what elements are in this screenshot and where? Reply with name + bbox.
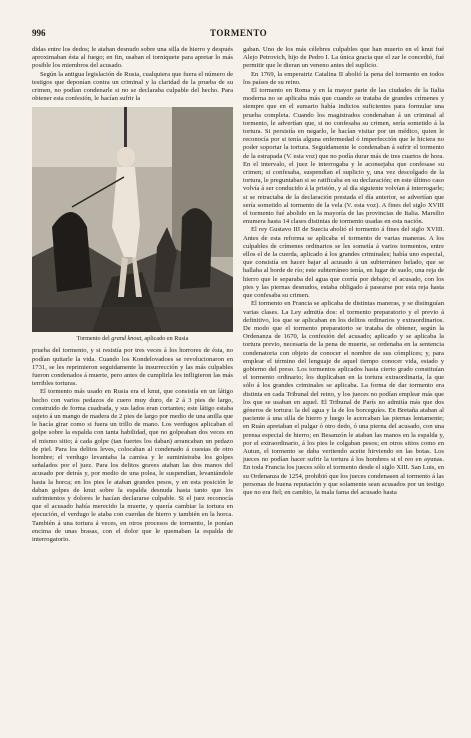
running-head: TORMENTO xyxy=(210,28,268,38)
paragraph: Según la antigua legislación de Rusia, cualquiera que fuera el número de testigos que deponían contra un criminal y la claridad de la prueba de su crimen, no podían condenarle si no se declaraba culpable del hecho. Para obtener esta confesión, le hacían sufrir la xyxy=(32,70,233,103)
caption-emphasis: grand knout, xyxy=(111,335,143,343)
torture-engraving-image xyxy=(32,107,233,332)
right-column xyxy=(243,46,444,544)
page-number: 996 xyxy=(32,28,46,38)
caption-suffix: aplicado en Rusia xyxy=(144,335,189,343)
left-column xyxy=(32,46,233,544)
caption-prefix: Tormento del xyxy=(76,335,110,343)
paragraph: didas entre los dedos; le ataban desnudo sobre una silla de hierro y después aproximaban ésta al fuego; en fin, usaban el torniquete para apretar lo más posible los miembros del acusado. xyxy=(32,46,233,70)
paragraph: En 1769, la emperatriz Catalina II abolió la pena del tormento en todos los países de su reino. xyxy=(243,70,444,86)
paragraph: El tormento más usado en Rusia era el knut, que consistía en un látigo hecho con varios pedazos de cuero muy duro, de 2 á 3 pies de largo, construido de forma cuadrada, y sus lados eran cortantes; este látigo estaba sujeto á un mango de madera de 2 pies de largo por medio de una anilla que le hacía girar como si fuera un trillo de mano. Los verdugos aplicaban el golpe sobre la espalda con tanta habilidad, que no golpeaban dos veces en el mismo sitio; á cada golpe (tan fuertes los daban) arrancaban un pedazo de piel. Para los delitos leves, colocaban al condenado á cuestas de otro hombre; el verdugo levantaba la camisa y le suministraba los golpes señalados por el juez. Para los delitos graves ataban las dos manos del acusado por detrás y, por medio de una polea, le suspendían, levantándole hasta la horca; en los pies le ataban grandes pesos, y en esta posición le daban golpes de knut sobre la espalda desnuda hasta tanto que los sufrimientos y dolores le hacían declararse culpable. Si el juez reconocía que el acusado había merecido la muerte, y quería cambiar la tortura en ejecución, el verdugo le ataba con cuerdas de hierro y también en la horca. También á una tortura á veces, en otros procesos de tormento, le ponían encima de unas brasas, con el dolor que le quemaban la espalda de interrogatorio. xyxy=(32,388,233,544)
paragraph: gaban. Uno de los más célebres culpables que han muerto en el knut fué Alejo Petrovich, hijo de Pedro I. La única gracia que el zar le concedió, fué permitir que le dieran un veneno antes del suplicio. xyxy=(243,46,444,70)
page-header xyxy=(32,28,445,42)
two-column-body xyxy=(32,46,445,544)
paragraph: El tormento en Francia se aplicaba de distintas maneras, y se distinguían varias clases. La Ley admitía dos: el tormento preparatorio y el previo á definitivo, los que se aplicaban en los delitos ordinarios y extraordinarios. De modo que el tormento preparatorio se trataba de obtener, según la Ordenanza de 1670, la confesión del acusado; aplicado y se aplicaba la tortura previo, necesaria de la pena de muerte, se ordenaba en la sentencia condenatoria con objeto de conocer el nombre de sus cómplices; y, para emplear el término del lenguaje de aquel tiempo conocer vida, estado y gobierno del preso. Los tormentos aplicados hasta cierto grado constituían el tormento ordinario; los duplicaban en la tortura extraordinaria, la que sólo á los grandes criminales se aplicaba. La forma de dar tormento era distinta en cada Tribunal del reino, y los jueces no podían emplear más que los que se usaban en aquel. El Tribunal de París no admitía más que dos géneros de tortura: la del agua y la de los borceguíes. En Bretaña ataban al paciente á una silla de hierro y luego le acercaban las piernas lentamente; en Ruán apretaban el pulgar ó otro dedo, ó una pierna del acusado, con una prensa especial de hierro; en Besanzón le ataban las manos en la espalda y, por el extraordinario, á los pies le colgaban pesos; en otros sitios como en Autun, el tormento se daba vertiendo aceite hirviendo en las botas. Los jueces no podían hacer sufrir la tortura á los hombres si el reo en ayunas. En toda Francia los jueces sólo el tormento desde el siglo XIII. San Luis, en su Ordenanza de 1254, prohibió que los jueces condenasen al tormento á las personas de buena reputación y que solamente sean acusados por un testigo que no era fiel; en cambio, la mala fama del acusado hasta xyxy=(243,300,444,496)
figure-caption xyxy=(32,335,233,343)
illustration-figure xyxy=(32,107,233,343)
paragraph: El tormento en Roma y en la mayor parte de las ciudades de la Italia moderna no se aplicaba más que cuando se trataba de grandes crímenes y siempre que en el sumario había indicios suficientes para formular una prueba completa. Cuando los magistrados condenaban á un criminal al tormento, le advertían que, si no confesaba su crimen, sería sometido á la tortura. Si persistía en negarlo, le hacían visitar por un médico, quien le reconocía por si tenía alguna enfermedad ó imperfección que le hiciera no poder soportar la tortura. Seguidamente le condenaban á sufrir el tormento de la estrapada (V. esta voz) que no podía durar más de tres cuartos de hora. En el intervalo, el juez le interrogaba y le aconsejaba que confesase su crimen; si confesaba, suspendían el suplicio y, una vez descolgado de la tortura, le preguntaban si se ratificaba en su declaración; en este último caso volvía á ser conducido á la prisión, y al día siguiente volvían á interrogarle; si se retractaba de la declaración prestada el día anterior, se advertían que sería sometido al tormento de la vela (V. esta voz). A fines del siglo XVIII el tormento fué abolido en la mayoría de las provincias de Italia. Marsilio enumera hasta 14 clases distintas de tormento usadas en esta nación. xyxy=(243,87,444,226)
paragraph: El rey Gustavo III de Suecia abolió el tormento á fines del siglo XVIII. Antes de esta reforma se aplicaba el tormento de varias maneras. A los culpables de crímenes ordinarios se les sometía á varios tormentos, entre ellos el de la cuerda, aplicado á los grandes criminales; había uno especial, que consistía en hacer bajar al acusado á un subterráneo helado, que se hallaba al borde de río; este subterráneo tenía, en lugar de suelo, una reja de hierro que le separaba del agua que corría por debajo; el acusado, con los pies y las piernas desnudos, estaba obligado á pasearse por esta reja hasta que confesaba su crimen. xyxy=(243,226,444,300)
paragraph: prueba del tormento, y si resistía por tres veces á los horrores de ésta, no podían quitarle la vida. Cuando los Kondelovadoes se revolucionaron en 1731, se les reprimieron seguidamente la insurrección y las más culpables fueron condenados á muerte, pero antes de cumplirla les infligieron las más terribles torturas. xyxy=(32,347,233,388)
